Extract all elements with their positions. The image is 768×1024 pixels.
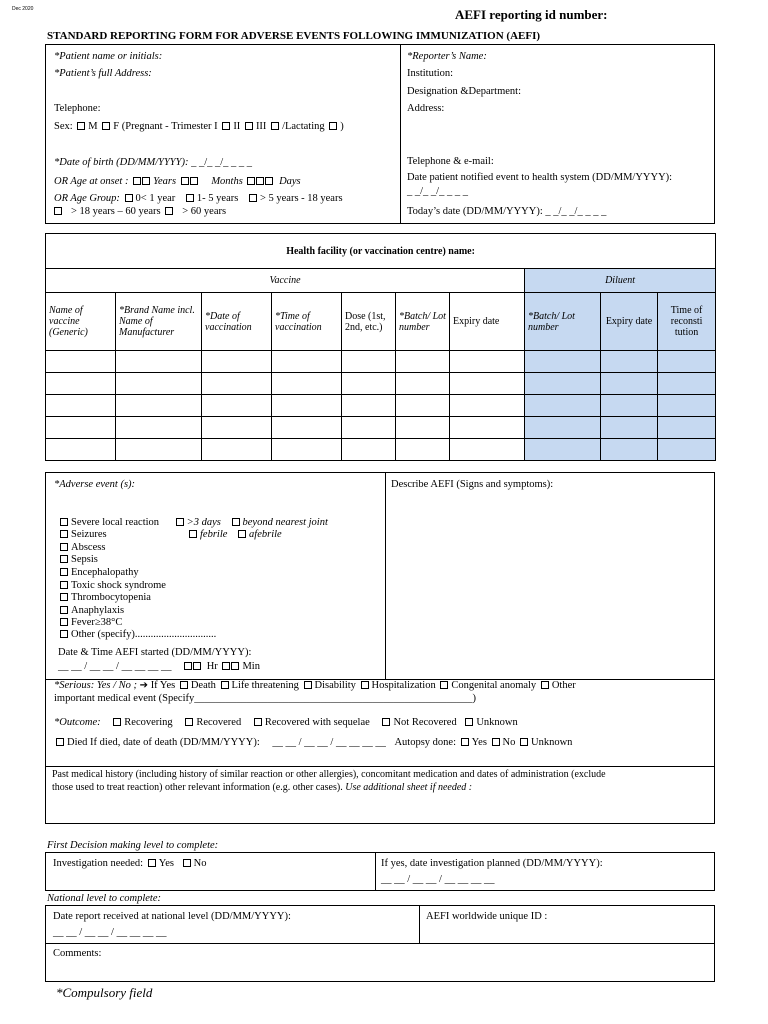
- national-divider-h: [46, 943, 714, 944]
- unique-id-field[interactable]: AEFI worldwide unique ID :: [426, 911, 548, 922]
- adverse-event-label: *Adverse event (s):: [54, 479, 136, 490]
- notified-date-label: Date patient notified event to health system (DD/MM/YYYY):: [407, 172, 673, 183]
- not-recovered-label: Not Recovered: [393, 717, 457, 728]
- describe-aefi-field[interactable]: Describe AEFI (Signs and symptoms):: [391, 479, 554, 490]
- patient-telephone-field[interactable]: Telephone:: [54, 103, 101, 114]
- recovering-label: Recovering: [124, 717, 173, 728]
- death-date-input[interactable]: __ __ / __ __ / __ __ __ __: [272, 737, 386, 748]
- diluent-header: Diluent: [525, 269, 716, 293]
- aefi-start-row: [58, 661, 260, 672]
- serious-label: *Serious: Yes / No ;: [54, 680, 138, 691]
- table-row[interactable]: [46, 395, 716, 417]
- form-title: STANDARD REPORTING FORM FOR ADVERSE EVENTS FOLLOWING IMMUNIZATION (AEFI): [47, 30, 541, 42]
- encephalopathy-checkbox[interactable]: [60, 568, 68, 576]
- section1-divider: [400, 45, 401, 223]
- reporter-address-field[interactable]: Address:: [407, 103, 445, 114]
- table-row[interactable]: [46, 439, 716, 461]
- severe-local-label: Severe local reaction: [71, 517, 160, 528]
- encephalopathy-row: [58, 567, 139, 578]
- age-group-0-1-checkbox[interactable]: [125, 194, 133, 202]
- patient-name-field[interactable]: *Patient name or initials:: [54, 51, 163, 62]
- fever-label: Fever≥38°C: [71, 617, 123, 628]
- fever-checkbox[interactable]: [60, 618, 68, 626]
- serious-other-checkbox[interactable]: [541, 681, 549, 689]
- age-group-18-60-label: > 18 years – 60 years: [71, 206, 161, 217]
- seizures-checkbox[interactable]: [60, 530, 68, 538]
- sepsis-checkbox[interactable]: [60, 555, 68, 563]
- investigation-planned-input[interactable]: __ __ / __ __ / __ __ __ __: [381, 874, 495, 885]
- col-date-vaccination: *Date of vaccination: [202, 293, 272, 351]
- abscess-label: Abscess: [71, 542, 106, 553]
- national-divider-v: [419, 906, 420, 943]
- table-row[interactable]: [46, 373, 716, 395]
- lactating-label: /Lactating: [282, 121, 325, 132]
- congenital-label: Congenital anomaly: [451, 680, 537, 691]
- age-group-label: OR Age Group:: [54, 193, 120, 204]
- date-stamp: Dec 2020: [12, 6, 34, 12]
- health-facility-field[interactable]: Health facility (or vaccination centre) name:: [46, 234, 716, 269]
- died-label: Died If died, date of death (DD/MM/YYYY):: [67, 737, 260, 748]
- history-line-2-note: Use additional sheet if needed :: [345, 782, 473, 793]
- thrombocytopenia-label: Thrombocytopenia: [71, 592, 151, 603]
- age-days-box-3[interactable]: [265, 177, 273, 185]
- toxic-shock-label: Toxic shock syndrome: [71, 580, 166, 591]
- serious-row: [54, 680, 576, 691]
- recovered-checkbox[interactable]: [185, 718, 193, 726]
- age-group-60-checkbox[interactable]: [165, 207, 173, 215]
- trimester-i-checkbox[interactable]: [222, 122, 230, 130]
- history-divider: [46, 766, 714, 767]
- years-label: Years: [153, 176, 177, 187]
- min-box-1[interactable]: [222, 662, 230, 670]
- reporter-telephone-field[interactable]: Telephone & e-mail:: [407, 156, 494, 167]
- age-group-row-2: [52, 206, 226, 217]
- age-months-box-1[interactable]: [181, 177, 189, 185]
- months-label: Months: [211, 176, 243, 187]
- sex-f-label: F (Pregnant - Trimester I: [113, 121, 218, 132]
- autopsy-no-checkbox[interactable]: [492, 738, 500, 746]
- trimester-ii-checkbox[interactable]: [245, 122, 253, 130]
- table-row[interactable]: [46, 417, 716, 439]
- life-threat-checkbox[interactable]: [221, 681, 229, 689]
- aefi-start-date-input[interactable]: __ __ / __ __ / __ __ __ __: [58, 661, 172, 672]
- col-time-vaccination: *Time of vaccination: [272, 293, 342, 351]
- col-expiry-date: Expiry date: [450, 293, 525, 351]
- first-decision-heading: First Decision making level to complete:: [47, 840, 219, 851]
- severe-local-checkbox[interactable]: [60, 518, 68, 526]
- lactating-checkbox[interactable]: [329, 122, 337, 130]
- age-group-60-label: > 60 years: [182, 206, 227, 217]
- sex-label: Sex:: [54, 121, 73, 132]
- institution-field[interactable]: Institution:: [407, 68, 454, 79]
- received-date-input[interactable]: __ __ / __ __ / __ __ __ __: [53, 927, 167, 938]
- gt3days-checkbox[interactable]: [176, 518, 184, 526]
- beyond-joint-label: beyond nearest joint: [242, 517, 328, 528]
- sequelae-label: Recovered with sequelae: [264, 717, 370, 728]
- febrile-row: [187, 529, 282, 540]
- hospitalization-checkbox[interactable]: [361, 681, 369, 689]
- sex-m-label: M: [88, 121, 98, 132]
- other-checkbox[interactable]: [60, 630, 68, 638]
- age-onset-label: OR Age at onset :: [54, 176, 129, 187]
- hospitalization-label: Hospitalization: [371, 680, 436, 691]
- days-label: Days: [279, 176, 301, 187]
- col-diluent-expiry: Expiry date: [601, 293, 658, 351]
- autopsy-no-label: No: [502, 737, 516, 748]
- hr-label: Hr: [206, 661, 218, 672]
- sequelae-checkbox[interactable]: [254, 718, 262, 726]
- table-row[interactable]: [46, 351, 716, 373]
- investigation-yes-checkbox[interactable]: [148, 859, 156, 867]
- unknown-checkbox[interactable]: [465, 718, 473, 726]
- sex-m-checkbox[interactable]: [77, 122, 85, 130]
- severe-local-row: [58, 517, 328, 528]
- febrile-label: febrile: [200, 529, 228, 540]
- received-date-label: Date report received at national level (DD/MM/YYYY):: [53, 911, 291, 922]
- lactating-close: ): [340, 121, 344, 132]
- investigation-no-checkbox[interactable]: [183, 859, 191, 867]
- anaphylaxis-label: Anaphylaxis: [71, 605, 125, 616]
- age-group-18-60-checkbox[interactable]: [54, 207, 62, 215]
- fever-row: [58, 617, 122, 628]
- abscess-checkbox[interactable]: [60, 543, 68, 551]
- col-brand-name: *Brand Name incl. Name of Manufacturer: [116, 293, 202, 351]
- col-batch-lot: *Batch/ Lot number: [396, 293, 450, 351]
- age-group-5-18-label: > 5 years - 18 years: [259, 193, 343, 204]
- min-label: Min: [242, 661, 260, 672]
- comments-field[interactable]: Comments:: [53, 948, 102, 959]
- outcome-label: *Outcome:: [54, 717, 101, 728]
- hr-box-1[interactable]: [184, 662, 192, 670]
- age-group-1-5-label: 1- 5 years: [196, 193, 239, 204]
- dob-label: *Date of birth (DD/MM/YYYY):: [54, 157, 189, 168]
- anaphylaxis-row: [58, 605, 124, 616]
- other-label: Other (specify)...............................: [71, 629, 217, 640]
- gt3days-label: >3 days: [186, 517, 221, 528]
- investigation-no-label: No: [193, 858, 207, 869]
- age-days-box-2[interactable]: [256, 177, 264, 185]
- trimester-iii-checkbox[interactable]: [271, 122, 279, 130]
- died-checkbox[interactable]: [56, 738, 64, 746]
- recovered-label: Recovered: [196, 717, 242, 728]
- age-group-1-5-checkbox[interactable]: [186, 194, 194, 202]
- thrombocytopenia-checkbox[interactable]: [60, 593, 68, 601]
- recovering-checkbox[interactable]: [113, 718, 121, 726]
- age-group-5-18-checkbox[interactable]: [249, 194, 257, 202]
- age-group-0-1-label: 0< 1 year: [135, 193, 176, 204]
- age-months-box-2[interactable]: [190, 177, 198, 185]
- seizures-label: Seizures: [71, 529, 107, 540]
- life-threat-label: Life threatening: [231, 680, 299, 691]
- afebrile-checkbox[interactable]: [238, 530, 246, 538]
- afebrile-label: afebrile: [249, 529, 282, 540]
- serious-other-label: Other: [551, 680, 576, 691]
- death-label: Death: [190, 680, 216, 691]
- autopsy-unknown-label: Unknown: [531, 737, 573, 748]
- encephalopathy-label: Encephalopathy: [71, 567, 139, 578]
- hr-box-2[interactable]: [193, 662, 201, 670]
- important-event-field[interactable]: important medical event (Specify_____________________________________________________): [54, 693, 476, 704]
- national-heading: National level to complete:: [47, 893, 162, 904]
- sex-row: [54, 121, 344, 132]
- beyond-joint-checkbox[interactable]: [232, 518, 240, 526]
- autopsy-yes-label: Yes: [471, 737, 487, 748]
- anaphylaxis-checkbox[interactable]: [60, 606, 68, 614]
- investigation-yes-label: Yes: [158, 858, 175, 869]
- col-dose: Dose (1st, 2nd, etc.): [342, 293, 396, 351]
- febrile-checkbox[interactable]: [189, 530, 197, 538]
- seizures-row: [58, 529, 107, 540]
- died-row: [54, 737, 572, 748]
- sepsis-label: Sepsis: [71, 554, 98, 565]
- autopsy-unknown-checkbox[interactable]: [520, 738, 528, 746]
- death-checkbox[interactable]: [180, 681, 188, 689]
- col-diluent-reconstitution: Time of reconsti tution: [658, 293, 716, 351]
- patient-address-field[interactable]: *Patient’s full Address:: [54, 68, 152, 79]
- history-input-area[interactable]: [50, 797, 710, 821]
- dob-input[interactable]: _ _/_ _/_ _ _ _: [191, 157, 253, 168]
- notified-date-input[interactable]: _ _/_ _/_ _ _ _: [407, 186, 468, 197]
- age-years-box-1[interactable]: [133, 177, 141, 185]
- age-group-row-1: [54, 193, 343, 204]
- col-vaccine-name: Name of vaccine (Generic): [46, 293, 116, 351]
- history-line-2: [52, 782, 472, 793]
- adverse-divider: [385, 473, 386, 679]
- age-years-box-2[interactable]: [142, 177, 150, 185]
- autopsy-label: Autopsy done:: [394, 737, 457, 748]
- first-decision-divider: [375, 853, 376, 890]
- vaccine-header: Vaccine: [46, 269, 525, 293]
- sepsis-row: [58, 554, 98, 565]
- aefi-id-label: AEFI reporting id number:: [455, 7, 608, 22]
- other-row: [58, 629, 216, 640]
- trimester-iii-label: III: [255, 121, 267, 132]
- reporter-name-field[interactable]: *Reporter’s Name:: [407, 51, 487, 62]
- today-date-field[interactable]: Today’s date (DD/MM/YYYY): _ _/_ _/_ _ _ _: [407, 206, 607, 217]
- min-box-2[interactable]: [231, 662, 239, 670]
- investigation-planned-label: If yes, date investigation planned (DD/MM/YYYY):: [381, 858, 603, 869]
- if-yes-label: If Yes: [150, 680, 176, 691]
- arrow-right-icon: ➔: [139, 680, 149, 691]
- toxic-shock-row: [58, 580, 166, 591]
- history-line-2-text: those used to treat reaction) other relevant information (e.g. other cases).: [52, 782, 343, 793]
- dob-row: [54, 157, 252, 168]
- congenital-checkbox[interactable]: [440, 681, 448, 689]
- col-diluent-batch: *Batch/ Lot number: [525, 293, 601, 351]
- outcome-row: [54, 717, 518, 728]
- trimester-ii-label: II: [233, 121, 241, 132]
- compulsory-note: *Compulsory field: [56, 985, 153, 1000]
- thrombocytopenia-row: [58, 592, 151, 603]
- toxic-shock-checkbox[interactable]: [60, 581, 68, 589]
- unknown-label: Unknown: [476, 717, 518, 728]
- age-row: [54, 176, 301, 187]
- aefi-start-label: Date & Time AEFI started (DD/MM/YYYY):: [58, 647, 252, 658]
- age-days-box-1[interactable]: [247, 177, 255, 185]
- autopsy-yes-checkbox[interactable]: [461, 738, 469, 746]
- designation-field[interactable]: Designation &Department:: [407, 86, 522, 97]
- not-recovered-checkbox[interactable]: [382, 718, 390, 726]
- disability-checkbox[interactable]: [304, 681, 312, 689]
- sex-f-checkbox[interactable]: [102, 122, 110, 130]
- abscess-row: [58, 542, 105, 553]
- disability-label: Disability: [314, 680, 356, 691]
- investigation-row: [53, 858, 206, 869]
- vaccine-table: [45, 233, 716, 461]
- investigation-label: Investigation needed:: [53, 858, 144, 869]
- history-line-1: Past medical history (including history of similar reaction or other allergies), concomitant medication and dates of administration (exclude: [52, 769, 606, 780]
